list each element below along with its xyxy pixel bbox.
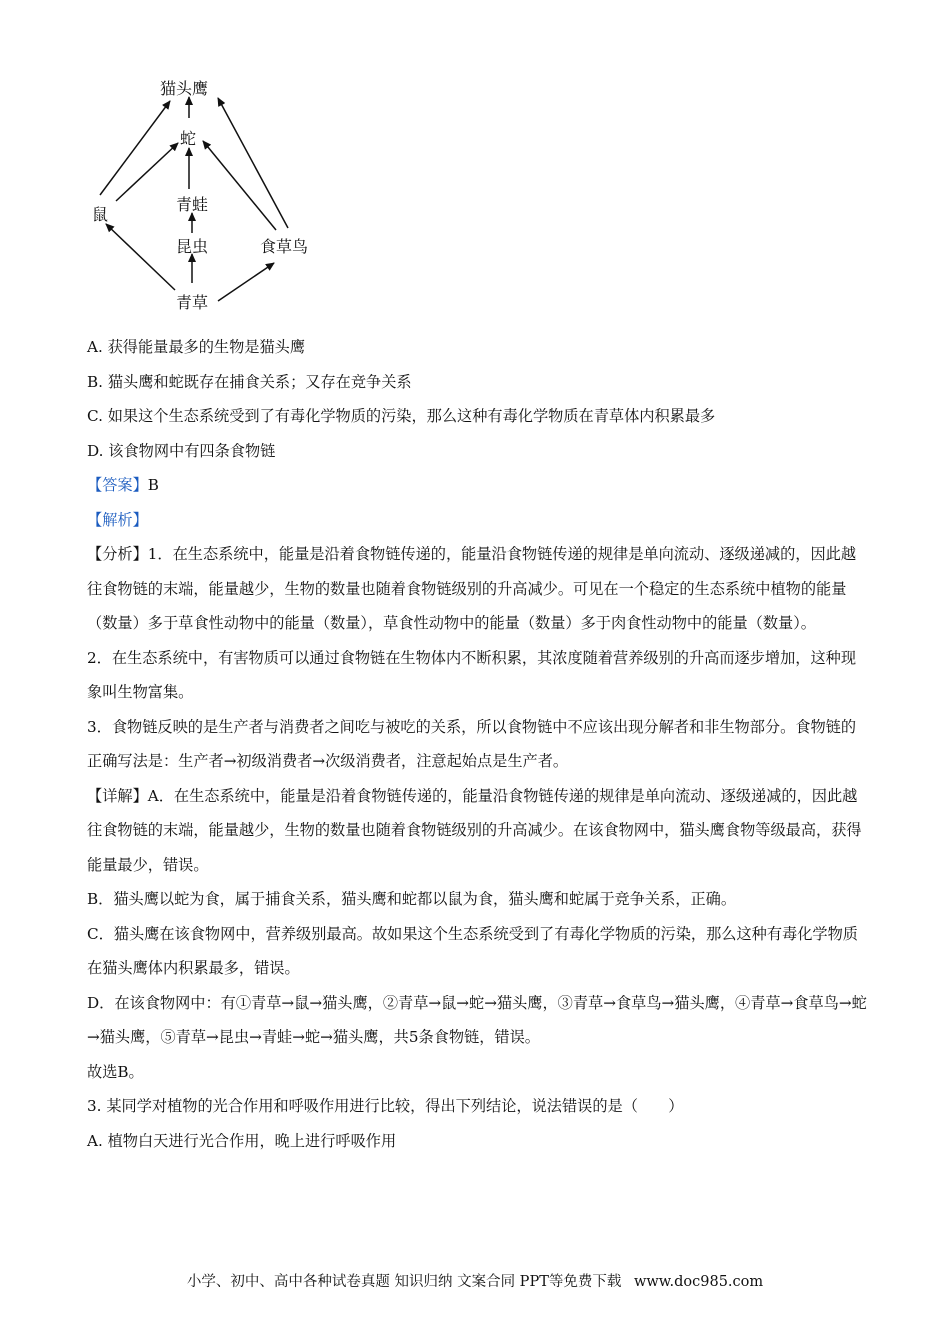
arrow-grass-mouse <box>106 224 175 290</box>
node-snake: 蛇 <box>180 129 197 148</box>
option-b: B. 猫头鹰和蛇既存在捕食关系；又存在竞争关系 <box>87 372 412 391</box>
answer-line <box>87 468 867 503</box>
arrow-mouse-owl <box>100 101 170 195</box>
option-c: C. 如果这个生态系统受到了有毒化学物质的污染，那么这种有毒化学物质在青草体内积累最多 <box>87 407 716 425</box>
next-question-stem: 3. 某同学对植物的光合作用和呼吸作用进行比较，得出下列结论，说法错误的是（ ） <box>87 1097 684 1115</box>
answer-label: 【答案】 <box>87 476 148 494</box>
fenxi-label: 【分析】 <box>87 545 148 563</box>
question-content <box>87 330 867 1158</box>
analysis-label: 【解析】 <box>87 510 148 529</box>
detail-c: C．猫头鹰在该食物网中，营养级别最高。故如果这个生态系统受到了有毒化学物质的污染，那么这种有毒化学物质在猫头鹰体内积累最多，错误。 <box>87 924 858 977</box>
node-frog: 青蛙 <box>176 195 209 214</box>
option-a: A. 获得能量最多的生物是猫头鹰 <box>87 338 306 356</box>
analysis-point-3: 3．食物链反映的是生产者与消费者之间吃与被吃的关系，所以食物链中不应该出现分解者和非生物部分。食物链的正确写法是：生产者→初级消费者→次级消费者，注意起始点是生产者。 <box>87 717 857 770</box>
food-web-diagram <box>80 68 340 318</box>
conclusion: 故选B。 <box>87 1062 144 1081</box>
page-footer <box>0 1270 950 1291</box>
footer-url[interactable]: www.doc985.com <box>633 1274 764 1290</box>
detail-a <box>87 779 867 883</box>
next-question-option-a: A. 植物白天进行光合作用，晚上进行呼吸作用 <box>87 1131 397 1150</box>
analysis-point-1 <box>87 537 867 641</box>
analysis-heading <box>87 503 867 538</box>
detail-label: 【详解】 <box>87 786 148 805</box>
detail-a-text: A．在生态系统中，能量是沿着食物链传递的，能量沿食物链传递的规律是单向流动、逐级递减的，因此越往食物链的末端，能量越少，生物的数量也随着食物链级别的升高减少。在该食物网中，猫头鹰食物等级最高，获得能量最少，错误。 <box>87 786 862 874</box>
analysis-point-2: 2．在生态系统中，有害物质可以通过食物链在生物体内不断积累，其浓度随着营养级别的升高而逐步增加，这种现象叫生物富集。 <box>87 648 857 701</box>
footer-text: 小学、初中、高中各种试卷真题 知识归纳 文案合同 PPT等免费下载 <box>186 1274 622 1290</box>
food-web-arrows <box>80 68 340 318</box>
fenxi-text-1: 1．在生态系统中，能量是沿着食物链传递的，能量沿食物链传递的规律是单向流动、逐级递减的，因此越往食物链的末端，能量越少，生物的数量也随着食物链级别的升高减少。可见在一个稳定的生态系统中植物的能量（数量）多于草食性动物中的能量（数量），草食性动物中的能量（数量）多于肉食性动物中的能量（数量）。 <box>87 545 857 632</box>
node-owl: 猫头鹰 <box>160 79 209 98</box>
detail-b: B．猫头鹰以蛇为食，属于捕食关系，猫头鹰和蛇都以鼠为食，猫头鹰和蛇属于竞争关系，正确。 <box>87 890 737 908</box>
node-grass: 青草 <box>176 293 209 312</box>
node-insect: 昆虫 <box>176 237 209 256</box>
arrow-bird-owl <box>218 98 288 228</box>
answer-value: B <box>147 476 159 494</box>
arrow-mouse-snake <box>116 143 178 201</box>
node-bird: 食草鸟 <box>260 237 309 256</box>
node-mouse: 鼠 <box>92 205 109 224</box>
option-d: D. 该食物网中有四条食物链 <box>87 441 276 460</box>
arrow-grass-bird <box>218 263 274 301</box>
detail-d: D．在该食物网中：有①青草→鼠→猫头鹰，②青草→鼠→蛇→猫头鹰，③青草→食草鸟→猫头鹰，④青草→食草鸟→蛇→猫头鹰，⑤青草→昆虫→青蛙→蛇→猫头鹰，共5条食物链，错误。 <box>87 993 867 1046</box>
